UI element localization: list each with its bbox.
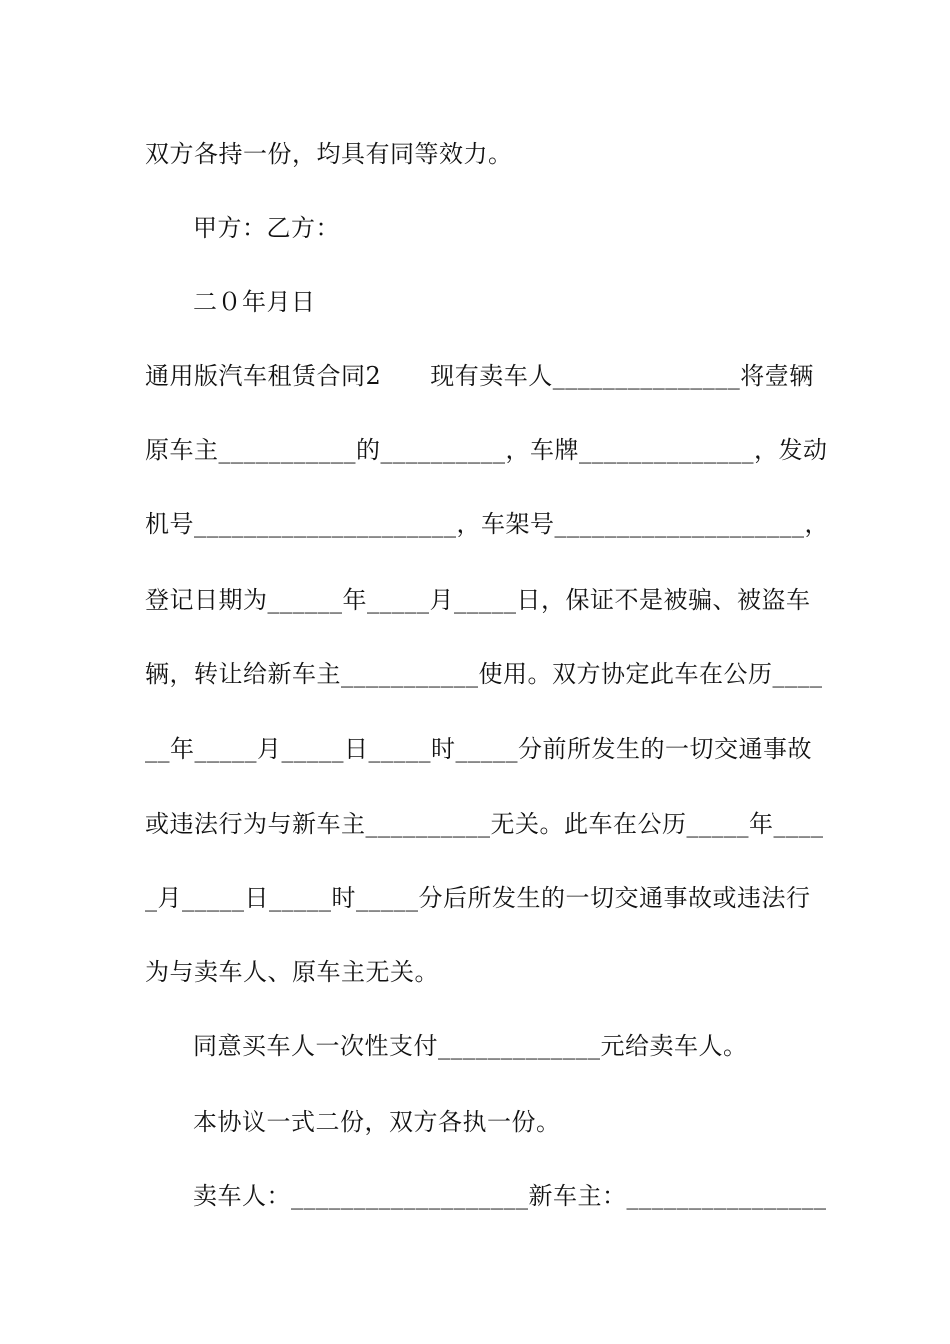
paragraph-line: 机号_____________________，车架号____________________， [145,510,829,538]
paragraph-line: 辆，转让给新车主___________使用。双方协定此车在公历____ [145,660,823,688]
signature-line: 卖车人：___________________新车主：________________ [193,1182,827,1210]
payment-line: 同意买车人一次性支付_____________元给卖车人。 [193,1032,748,1060]
paragraph-line: 登记日期为______年_____月_____日，保证不是被骗、被盗车 [145,586,811,614]
paragraph-line: _月_____日_____时_____分后所发生的一切交通事故或违法行 [145,884,811,912]
contract-title-line: 通用版汽车租赁合同2 现有卖车人_______________将壹辆 [145,362,814,390]
paragraph-line: 双方各持一份，均具有同等效力。 [145,140,513,168]
paragraph-line: __年_____月_____日_____时_____分前所发生的一切交通事故 [145,735,812,763]
paragraph-line: 为与卖车人、原车主无关。 [145,958,439,986]
paragraph-line: 原车主___________的__________，车牌______________，发动 [145,436,828,464]
signature-parties-line: 甲方：乙方： [193,214,340,242]
paragraph-line: 或违法行为与新车主__________无关。此车在公历_____年____ [145,810,824,838]
copies-line: 本协议一式二份，双方各执一份。 [193,1108,561,1136]
date-line: 二０年月日 [193,288,316,316]
